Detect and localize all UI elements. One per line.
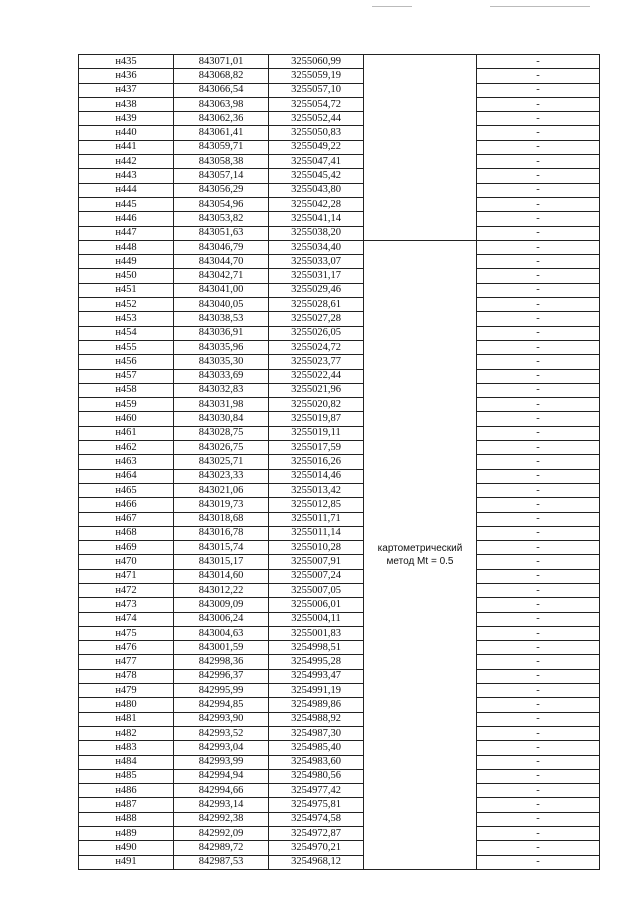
table-row [79, 741, 600, 755]
y-coordinate-cell: 3255045,42 [269, 169, 364, 183]
dash-cell: - [477, 755, 600, 769]
table-row [79, 97, 600, 111]
coordinates-table-body [79, 55, 600, 870]
point-id-cell: н484 [79, 755, 174, 769]
y-coordinate-cell: 3254987,30 [269, 726, 364, 740]
x-coordinate-cell: 842993,99 [174, 755, 269, 769]
x-coordinate-cell: 843035,96 [174, 340, 269, 354]
y-coordinate-cell: 3254980,56 [269, 769, 364, 783]
point-id-cell: н439 [79, 112, 174, 126]
x-coordinate-cell: 843040,05 [174, 298, 269, 312]
point-id-cell: н491 [79, 855, 174, 869]
x-coordinate-cell: 843071,01 [174, 55, 269, 69]
table-row [79, 669, 600, 683]
dash-cell: - [477, 383, 600, 397]
table-row [79, 483, 600, 497]
table-row [79, 498, 600, 512]
x-coordinate-cell: 843012,22 [174, 583, 269, 597]
x-coordinate-cell: 843026,75 [174, 441, 269, 455]
table-row [79, 383, 600, 397]
point-id-cell: н451 [79, 283, 174, 297]
y-coordinate-cell: 3255057,10 [269, 83, 364, 97]
x-coordinate-cell: 843035,30 [174, 355, 269, 369]
point-id-cell: н462 [79, 441, 174, 455]
point-id-cell: н440 [79, 126, 174, 140]
dash-cell: - [477, 641, 600, 655]
x-coordinate-cell: 842993,14 [174, 798, 269, 812]
point-id-cell: н454 [79, 326, 174, 340]
table-row [79, 784, 600, 798]
table-row [79, 512, 600, 526]
x-coordinate-cell: 842993,90 [174, 712, 269, 726]
x-coordinate-cell: 843021,06 [174, 483, 269, 497]
dash-cell: - [477, 255, 600, 269]
y-coordinate-cell: 3255011,71 [269, 512, 364, 526]
dash-cell: - [477, 455, 600, 469]
x-coordinate-cell: 843015,17 [174, 555, 269, 569]
x-coordinate-cell: 843001,59 [174, 641, 269, 655]
x-coordinate-cell: 843059,71 [174, 140, 269, 154]
table-row [79, 169, 600, 183]
x-coordinate-cell: 842992,38 [174, 812, 269, 826]
method-accuracy: метод Mt = 0.5 [386, 555, 454, 567]
table-row [79, 841, 600, 855]
dash-cell: - [477, 512, 600, 526]
table-row [79, 827, 600, 841]
point-id-cell: н482 [79, 726, 174, 740]
x-coordinate-cell: 842994,94 [174, 769, 269, 783]
x-coordinate-cell: 843019,73 [174, 498, 269, 512]
x-coordinate-cell: 843066,54 [174, 83, 269, 97]
x-coordinate-cell: 843062,36 [174, 112, 269, 126]
y-coordinate-cell: 3254970,21 [269, 841, 364, 855]
table-row [79, 598, 600, 612]
point-id-cell: н480 [79, 698, 174, 712]
x-coordinate-cell: 843016,78 [174, 526, 269, 540]
table-row [79, 83, 600, 97]
dash-cell: - [477, 183, 600, 197]
y-coordinate-cell: 3255050,83 [269, 126, 364, 140]
x-coordinate-cell: 843041,00 [174, 283, 269, 297]
dash-cell: - [477, 97, 600, 111]
dash-cell: - [477, 369, 600, 383]
table-row [79, 641, 600, 655]
dash-cell: - [477, 769, 600, 783]
x-coordinate-cell: 842994,85 [174, 698, 269, 712]
dash-cell: - [477, 827, 600, 841]
x-coordinate-cell: 842994,66 [174, 784, 269, 798]
table-row [79, 555, 600, 569]
x-coordinate-cell: 842992,09 [174, 827, 269, 841]
y-coordinate-cell: 3255049,22 [269, 140, 364, 154]
y-coordinate-cell: 3255042,28 [269, 197, 364, 211]
point-id-cell: н448 [79, 240, 174, 254]
y-coordinate-cell: 3254991,19 [269, 684, 364, 698]
point-id-cell: н469 [79, 541, 174, 555]
point-id-cell: н453 [79, 312, 174, 326]
table-row [79, 755, 600, 769]
dash-cell: - [477, 226, 600, 240]
y-coordinate-cell: 3255007,05 [269, 583, 364, 597]
dash-cell: - [477, 83, 600, 97]
y-coordinate-cell: 3255016,26 [269, 455, 364, 469]
point-id-cell: н459 [79, 398, 174, 412]
y-coordinate-cell: 3255026,05 [269, 326, 364, 340]
scan-artifact [372, 6, 412, 7]
table-row [79, 140, 600, 154]
scan-artifact [490, 6, 590, 7]
point-id-cell: н474 [79, 612, 174, 626]
dash-cell: - [477, 326, 600, 340]
table-row [79, 312, 600, 326]
point-id-cell: н478 [79, 669, 174, 683]
dash-cell: - [477, 469, 600, 483]
y-coordinate-cell: 3255038,20 [269, 226, 364, 240]
dash-cell: - [477, 655, 600, 669]
x-coordinate-cell: 843056,29 [174, 183, 269, 197]
table-row [79, 684, 600, 698]
table-row [79, 441, 600, 455]
table-row [79, 526, 600, 540]
point-id-cell: н475 [79, 626, 174, 640]
point-id-cell: н465 [79, 483, 174, 497]
table-row [79, 298, 600, 312]
x-coordinate-cell: 843032,83 [174, 383, 269, 397]
dash-cell: - [477, 712, 600, 726]
y-coordinate-cell: 3254995,28 [269, 655, 364, 669]
x-coordinate-cell: 843025,71 [174, 455, 269, 469]
dash-cell: - [477, 598, 600, 612]
dash-cell: - [477, 526, 600, 540]
dash-cell: - [477, 669, 600, 683]
table-row [79, 426, 600, 440]
dash-cell: - [477, 355, 600, 369]
table-row [79, 712, 600, 726]
coordinates-table [78, 54, 600, 870]
point-id-cell: н466 [79, 498, 174, 512]
method-name: картометрический [377, 542, 463, 554]
table-row [79, 812, 600, 826]
y-coordinate-cell: 3255060,99 [269, 55, 364, 69]
dash-cell: - [477, 169, 600, 183]
y-coordinate-cell: 3255017,59 [269, 441, 364, 455]
dash-cell: - [477, 483, 600, 497]
y-coordinate-cell: 3255059,19 [269, 69, 364, 83]
table-row [79, 612, 600, 626]
x-coordinate-cell: 842989,72 [174, 841, 269, 855]
y-coordinate-cell: 3255034,40 [269, 240, 364, 254]
y-coordinate-cell: 3254998,51 [269, 641, 364, 655]
table-row [79, 283, 600, 297]
table-row [79, 155, 600, 169]
x-coordinate-cell: 842987,53 [174, 855, 269, 869]
dash-cell: - [477, 283, 600, 297]
dash-cell: - [477, 140, 600, 154]
x-coordinate-cell: 842998,36 [174, 655, 269, 669]
dash-cell: - [477, 155, 600, 169]
y-coordinate-cell: 3255004,11 [269, 612, 364, 626]
x-coordinate-cell: 843042,71 [174, 269, 269, 283]
x-coordinate-cell: 843009,09 [174, 598, 269, 612]
dash-cell: - [477, 555, 600, 569]
table-row [79, 369, 600, 383]
dash-cell: - [477, 212, 600, 226]
y-coordinate-cell: 3254989,86 [269, 698, 364, 712]
dash-cell: - [477, 726, 600, 740]
point-id-cell: н447 [79, 226, 174, 240]
table-row [79, 626, 600, 640]
y-coordinate-cell: 3255020,82 [269, 398, 364, 412]
table-row [79, 569, 600, 583]
point-id-cell: н443 [79, 169, 174, 183]
point-id-cell: н461 [79, 426, 174, 440]
point-id-cell: н442 [79, 155, 174, 169]
point-id-cell: н435 [79, 55, 174, 69]
y-coordinate-cell: 3255021,96 [269, 383, 364, 397]
table-row [79, 183, 600, 197]
y-coordinate-cell: 3255031,17 [269, 269, 364, 283]
y-coordinate-cell: 3255007,91 [269, 555, 364, 569]
dash-cell: - [477, 126, 600, 140]
y-coordinate-cell: 3255022,44 [269, 369, 364, 383]
x-coordinate-cell: 843038,53 [174, 312, 269, 326]
table-row [79, 355, 600, 369]
y-coordinate-cell: 3255001,83 [269, 626, 364, 640]
dash-cell: - [477, 541, 600, 555]
point-id-cell: н456 [79, 355, 174, 369]
x-coordinate-cell: 843057,14 [174, 169, 269, 183]
point-id-cell: н457 [79, 369, 174, 383]
point-id-cell: н446 [79, 212, 174, 226]
dash-cell: - [477, 498, 600, 512]
x-coordinate-cell: 843015,74 [174, 541, 269, 555]
point-id-cell: н476 [79, 641, 174, 655]
x-coordinate-cell: 843051,63 [174, 226, 269, 240]
y-coordinate-cell: 3255029,46 [269, 283, 364, 297]
table-row [79, 226, 600, 240]
table-row [79, 240, 600, 254]
point-id-cell: н483 [79, 741, 174, 755]
y-coordinate-cell: 3254975,81 [269, 798, 364, 812]
x-coordinate-cell: 843030,84 [174, 412, 269, 426]
y-coordinate-cell: 3255007,24 [269, 569, 364, 583]
point-id-cell: н471 [79, 569, 174, 583]
point-id-cell: н490 [79, 841, 174, 855]
point-id-cell: н444 [79, 183, 174, 197]
table-row [79, 855, 600, 869]
y-coordinate-cell: 3255019,87 [269, 412, 364, 426]
dash-cell: - [477, 855, 600, 869]
y-coordinate-cell: 3255024,72 [269, 340, 364, 354]
y-coordinate-cell: 3255011,14 [269, 526, 364, 540]
y-coordinate-cell: 3255012,85 [269, 498, 364, 512]
dash-cell: - [477, 698, 600, 712]
point-id-cell: н485 [79, 769, 174, 783]
y-coordinate-cell: 3254993,47 [269, 669, 364, 683]
y-coordinate-cell: 3255043,80 [269, 183, 364, 197]
dash-cell: - [477, 741, 600, 755]
x-coordinate-cell: 843031,98 [174, 398, 269, 412]
point-id-cell: н481 [79, 712, 174, 726]
table-row [79, 69, 600, 83]
y-coordinate-cell: 3255033,07 [269, 255, 364, 269]
point-id-cell: н467 [79, 512, 174, 526]
point-id-cell: н437 [79, 83, 174, 97]
y-coordinate-cell: 3255023,77 [269, 355, 364, 369]
y-coordinate-cell: 3255019,11 [269, 426, 364, 440]
point-id-cell: н455 [79, 340, 174, 354]
dash-cell: - [477, 340, 600, 354]
point-id-cell: н470 [79, 555, 174, 569]
y-coordinate-cell: 3254988,92 [269, 712, 364, 726]
x-coordinate-cell: 843033,69 [174, 369, 269, 383]
point-id-cell: н464 [79, 469, 174, 483]
point-id-cell: н436 [79, 69, 174, 83]
y-coordinate-cell: 3255041,14 [269, 212, 364, 226]
y-coordinate-cell: 3254972,87 [269, 827, 364, 841]
x-coordinate-cell: 843044,70 [174, 255, 269, 269]
x-coordinate-cell: 843063,98 [174, 97, 269, 111]
x-coordinate-cell: 843018,68 [174, 512, 269, 526]
method-cell [364, 240, 477, 869]
dash-cell: - [477, 69, 600, 83]
dash-cell: - [477, 798, 600, 812]
y-coordinate-cell: 3254983,60 [269, 755, 364, 769]
y-coordinate-cell: 3255047,41 [269, 155, 364, 169]
y-coordinate-cell: 3254977,42 [269, 784, 364, 798]
x-coordinate-cell: 843004,63 [174, 626, 269, 640]
dash-cell: - [477, 312, 600, 326]
dash-cell: - [477, 784, 600, 798]
point-id-cell: н473 [79, 598, 174, 612]
x-coordinate-cell: 842993,04 [174, 741, 269, 755]
x-coordinate-cell: 843068,82 [174, 69, 269, 83]
point-id-cell: н441 [79, 140, 174, 154]
x-coordinate-cell: 843046,79 [174, 240, 269, 254]
table-row [79, 655, 600, 669]
y-coordinate-cell: 3255013,42 [269, 483, 364, 497]
x-coordinate-cell: 842996,37 [174, 669, 269, 683]
table-row [79, 541, 600, 555]
point-id-cell: н438 [79, 97, 174, 111]
point-id-cell: н489 [79, 827, 174, 841]
x-coordinate-cell: 843023,33 [174, 469, 269, 483]
table-row [79, 769, 600, 783]
point-id-cell: н452 [79, 298, 174, 312]
x-coordinate-cell: 843053,82 [174, 212, 269, 226]
x-coordinate-cell: 843006,24 [174, 612, 269, 626]
table-row [79, 469, 600, 483]
table-row [79, 798, 600, 812]
table-row [79, 455, 600, 469]
point-id-cell: н472 [79, 583, 174, 597]
table-row [79, 340, 600, 354]
table-row [79, 212, 600, 226]
table-row [79, 55, 600, 69]
x-coordinate-cell: 843058,38 [174, 155, 269, 169]
table-row [79, 197, 600, 211]
table-row [79, 412, 600, 426]
method-cell-upper [364, 55, 477, 241]
y-coordinate-cell: 3255010,28 [269, 541, 364, 555]
dash-cell: - [477, 583, 600, 597]
table-row [79, 269, 600, 283]
x-coordinate-cell: 842993,52 [174, 726, 269, 740]
dash-cell: - [477, 841, 600, 855]
y-coordinate-cell: 3254974,58 [269, 812, 364, 826]
dash-cell: - [477, 55, 600, 69]
dash-cell: - [477, 626, 600, 640]
point-id-cell: н479 [79, 684, 174, 698]
point-id-cell: н445 [79, 197, 174, 211]
table-row [79, 583, 600, 597]
dash-cell: - [477, 812, 600, 826]
x-coordinate-cell: 843028,75 [174, 426, 269, 440]
dash-cell: - [477, 684, 600, 698]
point-id-cell: н488 [79, 812, 174, 826]
y-coordinate-cell: 3255052,44 [269, 112, 364, 126]
x-coordinate-cell: 843036,91 [174, 326, 269, 340]
x-coordinate-cell: 843061,41 [174, 126, 269, 140]
point-id-cell: н458 [79, 383, 174, 397]
table-row [79, 726, 600, 740]
dash-cell: - [477, 240, 600, 254]
dash-cell: - [477, 441, 600, 455]
dash-cell: - [477, 612, 600, 626]
dash-cell: - [477, 398, 600, 412]
x-coordinate-cell: 842995,99 [174, 684, 269, 698]
y-coordinate-cell: 3254985,40 [269, 741, 364, 755]
point-id-cell: н468 [79, 526, 174, 540]
point-id-cell: н449 [79, 255, 174, 269]
table-row [79, 255, 600, 269]
y-coordinate-cell: 3255054,72 [269, 97, 364, 111]
y-coordinate-cell: 3255027,28 [269, 312, 364, 326]
x-coordinate-cell: 843054,96 [174, 197, 269, 211]
dash-cell: - [477, 298, 600, 312]
dash-cell: - [477, 269, 600, 283]
table-row [79, 398, 600, 412]
dash-cell: - [477, 197, 600, 211]
point-id-cell: н486 [79, 784, 174, 798]
dash-cell: - [477, 412, 600, 426]
point-id-cell: н463 [79, 455, 174, 469]
x-coordinate-cell: 843014,60 [174, 569, 269, 583]
table-row [79, 698, 600, 712]
y-coordinate-cell: 3254968,12 [269, 855, 364, 869]
dash-cell: - [477, 112, 600, 126]
point-id-cell: н460 [79, 412, 174, 426]
point-id-cell: н477 [79, 655, 174, 669]
point-id-cell: н450 [79, 269, 174, 283]
point-id-cell: н487 [79, 798, 174, 812]
table-row [79, 112, 600, 126]
dash-cell: - [477, 569, 600, 583]
table-row [79, 326, 600, 340]
y-coordinate-cell: 3255006,01 [269, 598, 364, 612]
dash-cell: - [477, 426, 600, 440]
y-coordinate-cell: 3255028,61 [269, 298, 364, 312]
y-coordinate-cell: 3255014,46 [269, 469, 364, 483]
table-row [79, 126, 600, 140]
